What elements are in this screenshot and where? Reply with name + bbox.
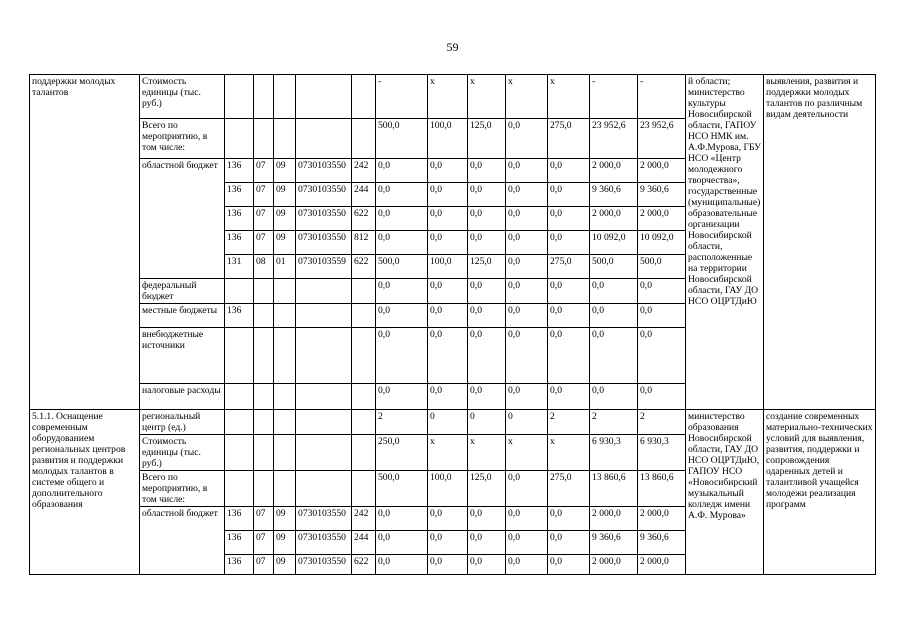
v2017-cell: 0,0: [506, 531, 548, 555]
indicator-cell: областной бюджет: [140, 159, 225, 183]
csr-cell: [296, 435, 352, 471]
rz-cell: 07: [254, 507, 274, 531]
v2019-cell: 23 952,6: [590, 119, 638, 159]
rz-cell: 07: [254, 183, 274, 207]
v2016-cell: 0,0: [468, 384, 506, 410]
v2016-cell: 0,0: [468, 279, 506, 304]
rz-cell: 07: [254, 207, 274, 231]
v2015-cell: 0,0: [428, 328, 468, 384]
v2017-cell: 0,0: [506, 279, 548, 304]
total-cell: 500,0: [638, 255, 686, 279]
v2018-cell: 0,0: [548, 183, 590, 207]
v2017-cell: 0: [506, 410, 548, 435]
v2018-cell: x: [548, 75, 590, 119]
csr-cell: [296, 75, 352, 119]
v2018-cell: 275,0: [548, 119, 590, 159]
page-number: 59: [446, 40, 459, 54]
v2018-cell: 0,0: [548, 384, 590, 410]
csr-cell: [296, 328, 352, 384]
pr-cell: 09: [274, 207, 296, 231]
indicator-cell: Стоимость единицы (тыс. руб.): [140, 435, 225, 471]
v2015-cell: 0,0: [428, 384, 468, 410]
total-cell: 0,0: [638, 304, 686, 328]
grbs-cell: 136: [225, 507, 254, 531]
indicator-cell: налоговые расходы: [140, 384, 225, 410]
grbs-cell: [225, 410, 254, 435]
v2015-cell: 0,0: [428, 507, 468, 531]
rz-cell: [254, 410, 274, 435]
v2014-cell: 0,0: [376, 555, 428, 575]
v2017-cell: 0,0: [506, 119, 548, 159]
pr-cell: 09: [274, 507, 296, 531]
pr-cell: 09: [274, 531, 296, 555]
v2017-cell: x: [506, 75, 548, 119]
grbs-cell: 136: [225, 531, 254, 555]
executor-cell: й области; министерство культуры Новосибирской области, ГАПОУ НСО НМК им. А.Ф.Мурова, ГБУ НСО «Центр молодежного творчества», государственные (муниципальные) образовательные организации Новосибирской области, расположенные на территории Новосибирской области, ГАУ ДО НСО ОЦРТДиЮ: [686, 75, 764, 410]
activity-cell: 5.1.1. Оснащение современным оборудованием региональных центров развития и поддержки молодых талантов в системе общего и дополнительного образования: [30, 410, 140, 575]
csr-cell: 0730103550: [296, 231, 352, 255]
pr-cell: [274, 75, 296, 119]
v2019-cell: 2 000,0: [590, 207, 638, 231]
csr-cell: 0730103550: [296, 159, 352, 183]
v2016-cell: 0,0: [468, 507, 506, 531]
grbs-cell: [225, 75, 254, 119]
grbs-cell: 136: [225, 159, 254, 183]
v2019-cell: 0,0: [590, 328, 638, 384]
v2015-cell: x: [428, 75, 468, 119]
rz-cell: [254, 119, 274, 159]
indicator-cell: федеральный бюджет: [140, 279, 225, 304]
rz-cell: 08: [254, 255, 274, 279]
v2015-cell: 0,0: [428, 207, 468, 231]
v2017-cell: 0,0: [506, 231, 548, 255]
v2018-cell: 2: [548, 410, 590, 435]
total-cell: 2 000,0: [638, 507, 686, 531]
v2014-cell: -: [376, 75, 428, 119]
grbs-cell: [225, 384, 254, 410]
csr-cell: 0730103550: [296, 531, 352, 555]
v2019-cell: 10 092,0: [590, 231, 638, 255]
rz-cell: [254, 384, 274, 410]
v2015-cell: 0,0: [428, 555, 468, 575]
grbs-cell: [225, 328, 254, 384]
indicator-cell: внебюджетные источники: [140, 328, 225, 384]
v2015-cell: x: [428, 435, 468, 471]
vr-cell: 244: [352, 531, 376, 555]
v2018-cell: 0,0: [548, 507, 590, 531]
csr-cell: 0730103559: [296, 255, 352, 279]
v2018-cell: 0,0: [548, 328, 590, 384]
vr-cell: [352, 304, 376, 328]
grbs-cell: [225, 435, 254, 471]
rz-cell: [254, 304, 274, 328]
vr-cell: 622: [352, 207, 376, 231]
v2014-cell: 0,0: [376, 507, 428, 531]
v2014-cell: 0,0: [376, 279, 428, 304]
v2019-cell: 0,0: [590, 384, 638, 410]
v2015-cell: 0,0: [428, 159, 468, 183]
total-cell: 9 360,6: [638, 183, 686, 207]
rz-cell: [254, 471, 274, 507]
result-cell: создание современных материально-технических условий для выявления, развития, поддержки и сопровождения одаренных детей и талантливой учащейся молодежи реализация программ: [764, 410, 876, 575]
grbs-cell: 136: [225, 304, 254, 328]
vr-cell: [352, 435, 376, 471]
pr-cell: 09: [274, 555, 296, 575]
v2015-cell: 0,0: [428, 279, 468, 304]
vr-cell: [352, 328, 376, 384]
vr-cell: [352, 119, 376, 159]
v2017-cell: 0,0: [506, 507, 548, 531]
v2016-cell: 0,0: [468, 531, 506, 555]
v2015-cell: 100,0: [428, 255, 468, 279]
v2019-cell: 2 000,0: [590, 555, 638, 575]
pr-cell: [274, 384, 296, 410]
program-table: [29, 74, 876, 575]
csr-cell: [296, 304, 352, 328]
total-cell: 2 000,0: [638, 207, 686, 231]
total-cell: 9 360,6: [638, 531, 686, 555]
v2017-cell: x: [506, 435, 548, 471]
v2018-cell: 0,0: [548, 304, 590, 328]
v2018-cell: 275,0: [548, 255, 590, 279]
vr-cell: 244: [352, 183, 376, 207]
v2015-cell: 0,0: [428, 531, 468, 555]
csr-cell: [296, 119, 352, 159]
pr-cell: [274, 410, 296, 435]
indicator-cell: [140, 255, 225, 279]
indicator-cell: [140, 531, 225, 555]
v2016-cell: x: [468, 75, 506, 119]
csr-cell: [296, 279, 352, 304]
pr-cell: 09: [274, 183, 296, 207]
pr-cell: [274, 435, 296, 471]
pr-cell: [274, 328, 296, 384]
total-cell: 0,0: [638, 279, 686, 304]
v2017-cell: 0,0: [506, 304, 548, 328]
indicator-cell: Всего по мероприятию, в том числе:: [140, 119, 225, 159]
v2016-cell: 0,0: [468, 159, 506, 183]
indicator-cell: областной бюджет: [140, 507, 225, 531]
total-cell: 0,0: [638, 328, 686, 384]
v2014-cell: 0,0: [376, 231, 428, 255]
csr-cell: 0730103550: [296, 555, 352, 575]
pr-cell: 09: [274, 231, 296, 255]
v2016-cell: 0,0: [468, 328, 506, 384]
indicator-cell: Всего по мероприятию, в том числе:: [140, 471, 225, 507]
total-cell: 0,0: [638, 384, 686, 410]
v2018-cell: 0,0: [548, 231, 590, 255]
indicator-cell: региональный центр (ед.): [140, 410, 225, 435]
total-cell: 10 092,0: [638, 231, 686, 255]
v2016-cell: 125,0: [468, 255, 506, 279]
v2015-cell: 100,0: [428, 471, 468, 507]
v2017-cell: 0,0: [506, 183, 548, 207]
v2018-cell: 0,0: [548, 159, 590, 183]
v2016-cell: 0,0: [468, 183, 506, 207]
vr-cell: 242: [352, 507, 376, 531]
v2019-cell: 2 000,0: [590, 507, 638, 531]
pr-cell: 01: [274, 255, 296, 279]
csr-cell: [296, 384, 352, 410]
v2018-cell: 0,0: [548, 555, 590, 575]
v2014-cell: 2: [376, 410, 428, 435]
v2018-cell: 275,0: [548, 471, 590, 507]
v2019-cell: 9 360,6: [590, 183, 638, 207]
v2016-cell: 0,0: [468, 555, 506, 575]
v2016-cell: 0: [468, 410, 506, 435]
v2017-cell: 0,0: [506, 555, 548, 575]
grbs-cell: 131: [225, 255, 254, 279]
table-row: [30, 75, 876, 119]
v2019-cell: 2 000,0: [590, 159, 638, 183]
v2016-cell: x: [468, 435, 506, 471]
v2019-cell: 6 930,3: [590, 435, 638, 471]
rz-cell: 07: [254, 159, 274, 183]
v2016-cell: 125,0: [468, 119, 506, 159]
v2015-cell: 0,0: [428, 183, 468, 207]
grbs-cell: 136: [225, 555, 254, 575]
pr-cell: [274, 304, 296, 328]
v2019-cell: 2: [590, 410, 638, 435]
indicator-cell: Стоимость единицы (тыс. руб.): [140, 75, 225, 119]
vr-cell: 622: [352, 255, 376, 279]
total-cell: 2 000,0: [638, 555, 686, 575]
table-row: [30, 410, 876, 435]
csr-cell: 0730103550: [296, 183, 352, 207]
rz-cell: 07: [254, 231, 274, 255]
rz-cell: [254, 435, 274, 471]
vr-cell: [352, 471, 376, 507]
v2017-cell: 0,0: [506, 159, 548, 183]
v2019-cell: 500,0: [590, 255, 638, 279]
v2017-cell: 0,0: [506, 207, 548, 231]
v2018-cell: 0,0: [548, 207, 590, 231]
v2017-cell: 0,0: [506, 328, 548, 384]
v2015-cell: 0,0: [428, 231, 468, 255]
indicator-cell: [140, 207, 225, 231]
activity-cell: поддержки молодых талантов: [30, 75, 140, 410]
v2016-cell: 0,0: [468, 207, 506, 231]
total-cell: -: [638, 75, 686, 119]
vr-cell: [352, 384, 376, 410]
vr-cell: [352, 279, 376, 304]
rz-cell: 07: [254, 555, 274, 575]
vr-cell: 622: [352, 555, 376, 575]
pr-cell: [274, 279, 296, 304]
v2014-cell: 0,0: [376, 384, 428, 410]
v2019-cell: 13 860,6: [590, 471, 638, 507]
v2018-cell: 0,0: [548, 279, 590, 304]
result-cell: выявления, развития и поддержки молодых талантов по различным видам деятельности: [764, 75, 876, 410]
v2015-cell: 100,0: [428, 119, 468, 159]
grbs-cell: [225, 119, 254, 159]
grbs-cell: [225, 279, 254, 304]
vr-cell: 812: [352, 231, 376, 255]
v2014-cell: 0,0: [376, 304, 428, 328]
vr-cell: [352, 75, 376, 119]
csr-cell: [296, 410, 352, 435]
indicator-cell: местные бюджеты: [140, 304, 225, 328]
v2016-cell: 125,0: [468, 471, 506, 507]
v2014-cell: 0,0: [376, 328, 428, 384]
v2016-cell: 0,0: [468, 231, 506, 255]
v2015-cell: 0: [428, 410, 468, 435]
grbs-cell: 136: [225, 183, 254, 207]
executor-cell: министерство образования Новосибирской области, ГАУ ДО НСО ОЦРТДиЮ, ГАПОУ НСО «Новосибирский музыкальный колледж имени А.Ф. Мурова»: [686, 410, 764, 575]
indicator-cell: [140, 183, 225, 207]
v2014-cell: 0,0: [376, 531, 428, 555]
rz-cell: [254, 279, 274, 304]
v2017-cell: 0,0: [506, 255, 548, 279]
rz-cell: [254, 75, 274, 119]
total-cell: 2: [638, 410, 686, 435]
v2014-cell: 0,0: [376, 159, 428, 183]
total-cell: 13 860,6: [638, 471, 686, 507]
csr-cell: 0730103550: [296, 207, 352, 231]
indicator-cell: [140, 555, 225, 575]
v2017-cell: 0,0: [506, 471, 548, 507]
v2017-cell: 0,0: [506, 384, 548, 410]
total-cell: 23 952,6: [638, 119, 686, 159]
pr-cell: 09: [274, 159, 296, 183]
rz-cell: [254, 328, 274, 384]
csr-cell: 0730103550: [296, 507, 352, 531]
v2019-cell: 9 360,6: [590, 531, 638, 555]
v2014-cell: 500,0: [376, 119, 428, 159]
grbs-cell: 136: [225, 231, 254, 255]
v2016-cell: 0,0: [468, 304, 506, 328]
v2014-cell: 0,0: [376, 183, 428, 207]
grbs-cell: [225, 471, 254, 507]
rz-cell: 07: [254, 531, 274, 555]
v2018-cell: 0,0: [548, 531, 590, 555]
v2019-cell: 0,0: [590, 304, 638, 328]
vr-cell: 242: [352, 159, 376, 183]
v2014-cell: 250,0: [376, 435, 428, 471]
v2014-cell: 500,0: [376, 255, 428, 279]
v2019-cell: -: [590, 75, 638, 119]
v2019-cell: 0,0: [590, 279, 638, 304]
v2014-cell: 0,0: [376, 207, 428, 231]
v2014-cell: 500,0: [376, 471, 428, 507]
v2018-cell: x: [548, 435, 590, 471]
grbs-cell: 136: [225, 207, 254, 231]
pr-cell: [274, 119, 296, 159]
csr-cell: [296, 471, 352, 507]
total-cell: 6 930,3: [638, 435, 686, 471]
vr-cell: [352, 410, 376, 435]
v2015-cell: 0,0: [428, 304, 468, 328]
indicator-cell: [140, 231, 225, 255]
pr-cell: [274, 471, 296, 507]
total-cell: 2 000,0: [638, 159, 686, 183]
